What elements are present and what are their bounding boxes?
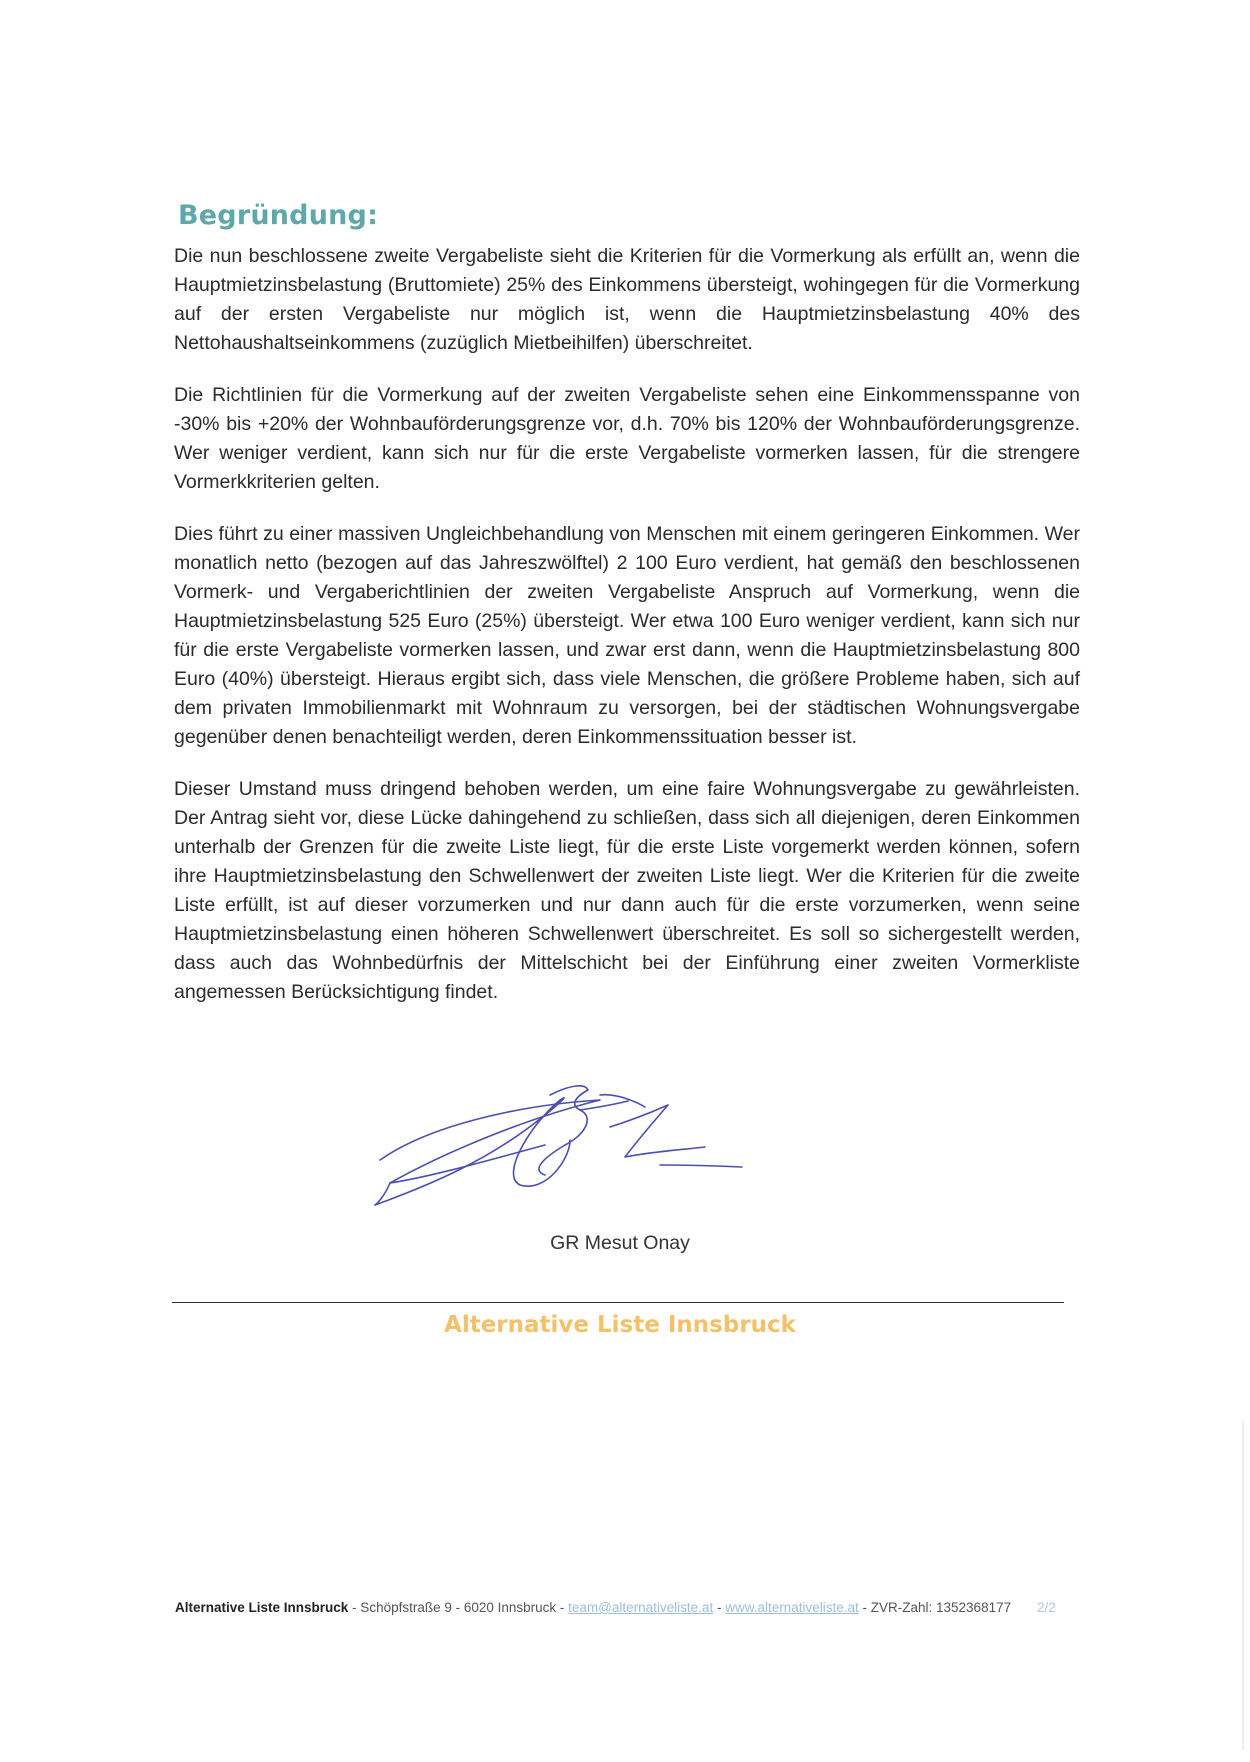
body-text — [174, 242, 1080, 1030]
handwritten-signature — [370, 1065, 760, 1225]
footer-zvr: - ZVR-Zahl: 1352368177 — [858, 1600, 1012, 1615]
footer-org-name: Alternative Liste Innsbruck — [175, 1600, 349, 1615]
scan-edge-artifact — [1242, 1420, 1244, 1750]
paragraph-1: Die nun beschlossene zweite Vergabeliste sieht die Kriterien für die Vormerkung als erfüllt an, wenn die Hauptmietzinsbelastung (Bruttomiete) 25% des Einkommens übersteigt, wohingegen für die Vormerkung auf der ersten Vergabeliste nur möglich ist, wenn die Hauptmietzinsbelastung 40% des Nettohaushaltseinkommens (zuzüglich Mietbeihilfen) überschreitet. — [174, 245, 1080, 354]
page-number: 2/2 — [1037, 1600, 1056, 1615]
footer-email-link[interactable]: team@alternativeliste.at — [568, 1600, 714, 1615]
page-footer — [175, 1600, 1065, 1615]
signer-name: GR Mesut Onay — [550, 1232, 690, 1254]
footer-separator: - — [713, 1600, 726, 1615]
divider-line — [172, 1302, 1064, 1303]
footer-address: - Schöpfstraße 9 - 6020 Innsbruck - — [348, 1600, 569, 1615]
paragraph-4: Dieser Umstand muss dringend behoben werden, um eine faire Wohnungsvergabe zu gewährleisten. Der Antrag sieht vor, diese Lücke dahingehend zu schließen, dass sich all diejenigen, deren Einkommen unterhalb der Grenzen für die zweite Liste liegt, für die erste Liste vorgemerkt werden können, sofern ihre Hauptmietzinsbelastung den Schwellenwert der zweiten Liste liegt. Wer die Kriterien für die zweite Liste erfüllt, ist auf dieser vorzumerken und nur dann auch für die erste vorzumerken, wenn seine Hauptmietzinsbelastung einen höheren Schwellenwert überschreitet. Es soll so sichergestellt werden, dass auch das Wohnbedürfnis der Mittelschicht bei der Einführung einer zweiten Vormerkliste angemessen Berücksichtigung findet. — [174, 778, 1080, 1003]
organization-name: Alternative Liste Innsbruck — [444, 1312, 796, 1338]
paragraph-2: Die Richtlinien für die Vormerkung auf der zweiten Vergabeliste sehen eine Einkommensspanne von -30% bis +20% der Wohnbauförderungsgrenze vor, d.h. 70% bis 120% der Wohnbauförderungsgrenze. Wer weniger verdient, kann sich nur für die erste Vergabeliste vormerken lassen, für die strengere Vormerkkriterien gelten. — [174, 384, 1080, 493]
section-heading: Begründung: — [178, 200, 379, 231]
footer-website-link[interactable]: www.alternativeliste.at — [725, 1600, 859, 1615]
paragraph-3: Dies führt zu einer massiven Ungleichbehandlung von Menschen mit einem geringeren Einkommen. Wer monatlich netto (bezogen auf das Jahreszwölftel) 2 100 Euro verdient, hat gemäß den beschlossenen Vormerk- und Vergaberichtlinien der zweiten Vergabeliste Anspruch auf Vormerkung, wenn die Hauptmietzinsbelastung 525 Euro (25%) übersteigt. Wer etwa 100 Euro weniger verdient, kann sich nur für die erste Vergabeliste vormerken lassen, und zwar erst dann, wenn die Hauptmietzinsbelastung 800 Euro (40%) übersteigt. Hieraus ergibt sich, dass viele Menschen, die größere Probleme haben, sich auf dem privaten Immobilienmarkt mit Wohnraum zu versorgen, bei der städtischen Wohnungsvergabe gegenüber denen benachteiligt werden, deren Einkommenssituation besser ist. — [174, 523, 1080, 748]
